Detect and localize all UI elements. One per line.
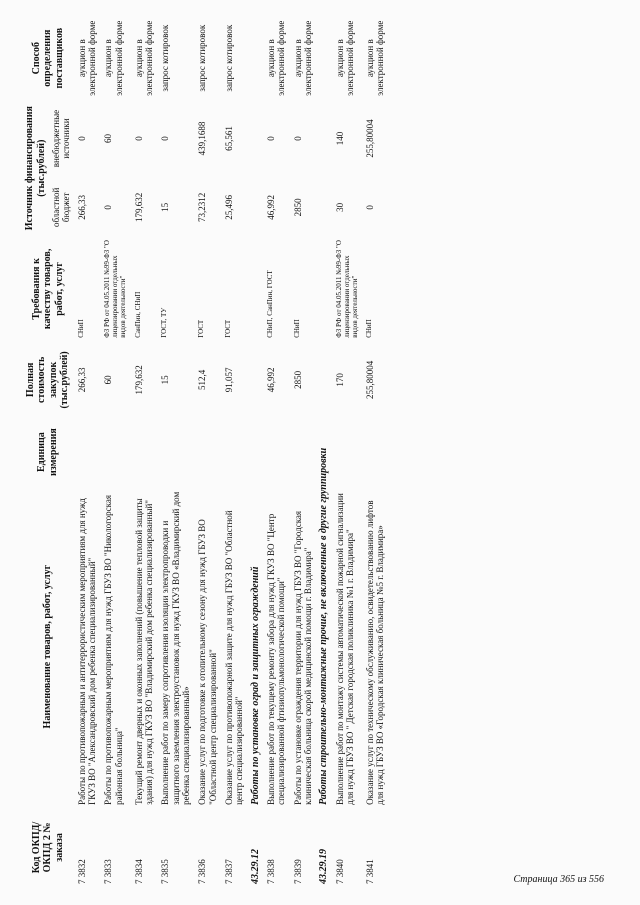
row-name: Работы по противопожарным мероприятиям для нужд ГБУЗ ВО "Никологорская районная больница" — [103, 494, 124, 805]
row-regional-budget: 73,2312 — [197, 192, 208, 222]
row-extrabudget: 255,80004 — [365, 119, 376, 158]
row-requirements: ФЗ РФ от 04.05.2011 №99-ФЗ "О лицензировании отдельных видов деятельности" — [103, 240, 128, 338]
row-regional-budget: 2850 — [292, 198, 303, 217]
row-total: 2850 — [292, 370, 303, 389]
page-footer: Страница 365 из 556 — [513, 874, 604, 885]
group-row — [248, 17, 264, 887]
table-row — [157, 17, 194, 887]
row-code: 7 3834 — [133, 859, 144, 884]
group-code: 43.29.19 — [318, 849, 330, 884]
header-requirements: Требования к качеству товаров, работ, услуг — [30, 248, 65, 330]
table-row — [332, 17, 362, 887]
row-unit — [221, 419, 248, 486]
table-row — [194, 17, 221, 887]
row-name: Текущий ремонт дверных и оконных заполнений (повышение тепловой защиты здания) для нужд ГКУЗ ВО "Владимирский дом ребенка специализированный" — [133, 498, 154, 805]
row-method: аукцион в электронной форме — [334, 20, 356, 96]
row-total: 255,80004 — [365, 360, 376, 399]
row-total: 15 — [160, 375, 171, 385]
row-regional-budget: 0 — [103, 205, 114, 210]
row-name: Работы по установке ограждения территории для нужд ГБУЗ ВО "Городская клиническая больница скорой медицинской помощи г. Владимира" — [292, 510, 314, 805]
row-total: 91,057 — [223, 367, 234, 393]
group-code: 43.29.12 — [249, 849, 261, 884]
row-name: Оказание услуг по техническому обслуживанию, освидетельствованию лифтов для нужд ГБУЗ ВО «Городская клиническая больница №5 г. Владимира» — [365, 500, 386, 805]
table-row — [263, 17, 290, 887]
row-total: 170 — [334, 373, 345, 387]
procurement-table — [22, 17, 389, 887]
row-total: 512,4 — [197, 369, 208, 390]
header-code: Код ОКПД/ ОКПД 2 № заказа — [30, 821, 65, 874]
table-row — [74, 17, 101, 887]
row-requirements: СанПин, СНиП — [133, 291, 142, 338]
row-total: 266,33 — [76, 367, 87, 393]
header-method: Способ определения поставщиков — [30, 27, 65, 89]
row-unit — [100, 419, 130, 486]
row-name: Выполнение работ по монтажу системы автоматической пожарной сигнализации для нужд ГБУЗ ВО " Детская городская поликлиника №1 г. Владимира" — [334, 493, 356, 805]
row-code: 7 3837 — [223, 859, 234, 884]
row-method: запрос котировок — [197, 24, 208, 92]
row-total: 60 — [103, 375, 114, 385]
row-code: 7 3832 — [76, 859, 87, 884]
table-row — [362, 17, 389, 887]
row-unit — [74, 419, 101, 486]
row-regional-budget: 0 — [365, 205, 376, 210]
row-code: 7 3835 — [160, 859, 171, 884]
table-row — [100, 17, 130, 887]
row-regional-budget: 30 — [334, 202, 345, 212]
row-regional-budget: 266,33 — [76, 194, 87, 220]
row-method: аукцион в электронной форме — [292, 20, 314, 96]
row-regional-budget: 179,632 — [133, 192, 144, 222]
row-code: 7 3833 — [103, 859, 114, 884]
row-method: аукцион в электронной форме — [365, 20, 386, 96]
row-name: Выполнение работ по текущему ремонту забора для нужд ГКУЗ ВО "Центр специализированной фтизиопульмонологической помощи" — [266, 513, 287, 805]
row-unit — [194, 419, 221, 486]
row-extrabudget: 140 — [334, 131, 345, 146]
header-extrabudget: внебюджетные источники — [51, 109, 72, 168]
group-title: Работы строительно-монтажные прочие, не включенные в другие группировки — [318, 447, 330, 805]
table-row — [221, 17, 248, 887]
row-unit — [332, 419, 362, 486]
row-unit — [290, 419, 317, 486]
row-name: Работы по противопожарным и антитеррористическим мероприятиям для нужд ГКУЗ ВО "Александровский дом ребенка специализированный" — [76, 498, 98, 805]
row-method: запрос котировок — [160, 24, 171, 92]
header-regional: областной бюджет — [51, 187, 72, 228]
row-requirements: ГОСТ, ТУ — [160, 307, 169, 338]
row-requirements: СНиП — [76, 319, 85, 338]
group-row — [316, 17, 332, 887]
row-name: Оказание услуг по подготовке к отопительному сезону для нужд ГБУЗ ВО "Областной центр специализированной" — [197, 519, 218, 805]
row-extrabudget: 65,561 — [223, 126, 234, 151]
row-code: 7 3838 — [266, 859, 277, 884]
table-row — [290, 17, 317, 887]
table-body — [74, 17, 389, 887]
row-unit — [263, 419, 290, 486]
row-method: запрос котировок — [223, 24, 234, 92]
row-extrabudget: 0 — [160, 136, 171, 141]
row-requirements: ГОСТ — [223, 319, 232, 338]
row-code: 7 3840 — [334, 859, 345, 884]
row-name: Оказание услуг по противопожарной защите для нужд ГБУЗ ВО "Областной центр специализированной" — [223, 510, 245, 805]
row-requirements: ГОСТ — [197, 319, 206, 338]
row-extrabudget: 0 — [266, 136, 277, 141]
row-total: 179,632 — [133, 365, 144, 395]
row-requirements: СНиП — [365, 319, 374, 338]
row-requirements: СНиП — [292, 319, 301, 338]
row-code: 7 3839 — [292, 859, 303, 884]
row-extrabudget: 439,1688 — [197, 121, 208, 156]
row-regional-budget: 15 — [160, 202, 171, 212]
row-unit — [131, 419, 158, 486]
row-method: аукцион в электронной форме — [76, 20, 98, 96]
row-requirements: СНиП, СанПин, ГОСТ — [266, 270, 275, 338]
group-title: Работы по установке оград и защитных ограждений — [249, 566, 261, 805]
row-method: аукцион в электронной форме — [266, 20, 287, 96]
row-extrabudget: 0 — [133, 136, 144, 141]
table-row — [131, 17, 158, 887]
row-code: 7 3836 — [197, 859, 208, 884]
header-unit: Единица измерения — [36, 428, 59, 477]
row-name: Выполнение работ по замеру сопротивления изоляции электропроводки и защитного заземления электроустановок для нужд ГКУЗ ВО «Владимирский дом ребенка специализированный» — [160, 491, 191, 805]
row-regional-budget: 46,992 — [266, 194, 277, 220]
row-extrabudget: 0 — [292, 136, 303, 141]
row-regional-budget: 25,496 — [223, 194, 234, 220]
row-method: аукцион в электронной форме — [133, 20, 154, 96]
row-extrabudget: 0 — [76, 136, 87, 141]
row-requirements: ФЗ РФ от 04.05.2011 №99-ФЗ "О лицензировании отдельных видов деятельности" — [334, 240, 360, 338]
header-total: Полная стоимость закупок (тыс.рублей) — [24, 351, 71, 409]
header-name: Наименование товаров, работ, услуг — [42, 564, 54, 729]
row-extrabudget: 60 — [103, 134, 114, 144]
row-unit — [157, 419, 194, 486]
header-financing: Источник финансирования (тыс.рублей) — [24, 106, 47, 231]
row-code: 7 3841 — [365, 859, 376, 884]
row-total: 46,992 — [266, 367, 277, 393]
row-method: аукцион в электронной форме — [103, 20, 124, 96]
row-unit — [362, 419, 389, 486]
